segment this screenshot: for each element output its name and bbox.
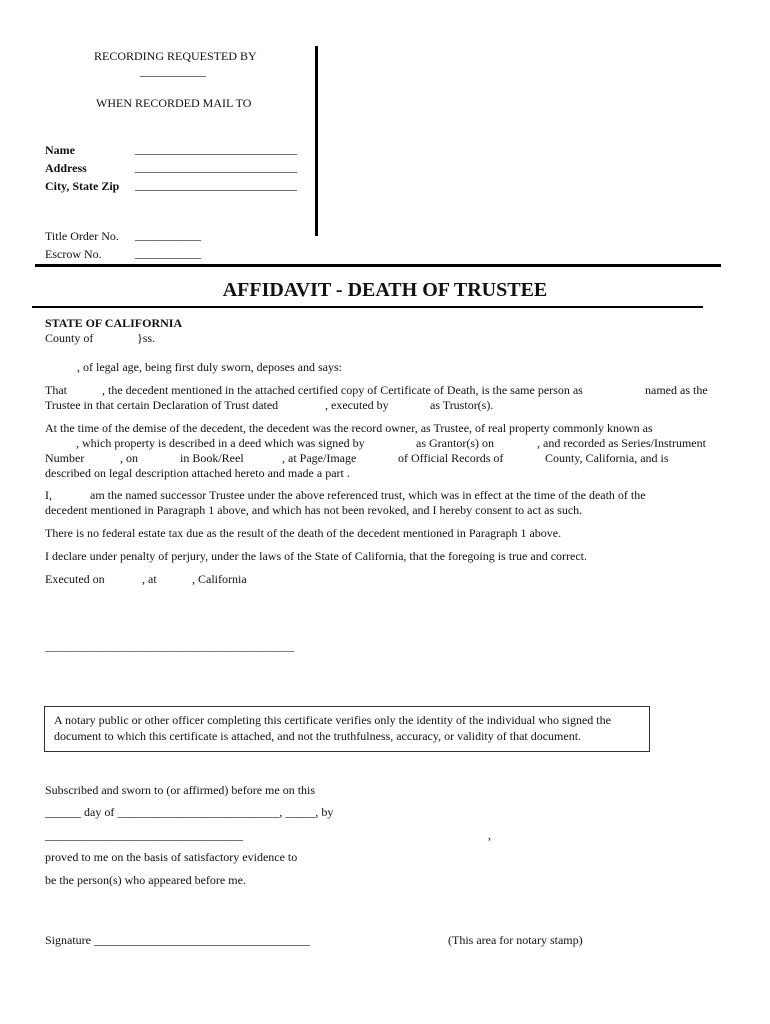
perjury-text: I declare under penalty of perjury, under the laws of the State of California, that the foregoing is true and correct. <box>45 549 588 563</box>
county-label: County of <box>45 331 94 345</box>
notary-disclaimer-line2: document to which this certificate is attached, and not the truthfulness, accuracy, or validity of that document. <box>54 729 582 743</box>
demise-h: of Official Records of <box>398 451 504 465</box>
demise-i: County, California, and is <box>545 451 669 465</box>
city-state-zip-field[interactable]: ___________________________ <box>135 178 297 192</box>
demise-line1: At the time of the demise of the decedent, the decedent was the record owner, as Trustee, of real property commonly known as <box>45 421 653 435</box>
header-rule <box>35 264 721 267</box>
paragraph-demise <box>45 421 715 481</box>
executed-at-label: , at <box>142 572 157 586</box>
document-title: AFFIDAVIT - DEATH OF TRUSTEE <box>222 279 548 301</box>
notary-name-line[interactable]: _________________________________ <box>45 828 243 842</box>
that-f: as Trustor(s). <box>430 398 494 412</box>
demise-b: as Grantor(s) on <box>416 436 494 450</box>
paragraph-that <box>45 383 715 413</box>
successor-a: I, <box>45 488 52 502</box>
demise-d: Number <box>45 451 85 465</box>
subscribed-text: Subscribed and sworn to (or affirmed) before me on this <box>45 783 316 797</box>
notary-name-comma: , <box>488 828 491 842</box>
title-rule <box>32 306 703 308</box>
day-of-line[interactable]: ______ day of ___________________________, _____, by <box>45 805 334 819</box>
ss-label: }ss. <box>137 331 156 345</box>
city-state-zip-label: City, State Zip <box>45 179 120 193</box>
demise-g: , at Page/Image <box>282 451 357 465</box>
person-appeared-text: be the person(s) who appeared before me. <box>45 873 246 887</box>
recording-requested-label: RECORDING REQUESTED BY <box>94 49 257 63</box>
proved-text: proved to me on the basis of satisfactory evidence to <box>45 850 298 864</box>
address-label: Address <box>45 161 87 175</box>
notary-signature-line[interactable]: Signature ____________________________________ <box>45 933 310 947</box>
title-order-label: Title Order No. <box>45 229 119 243</box>
demise-e: , on <box>120 451 138 465</box>
name-field[interactable]: ___________________________ <box>135 142 297 156</box>
escrow-label: Escrow No. <box>45 247 102 261</box>
recorded-mail-to-label: WHEN RECORDED MAIL TO <box>96 96 252 110</box>
that-b: , the decedent mentioned in the attached certified copy of Certificate of Death, is the same person as <box>102 383 583 397</box>
that-a: That <box>45 383 67 397</box>
demise-f: in Book/Reel <box>180 451 244 465</box>
recording-divider <box>315 46 318 236</box>
notary-disclaimer-line1: A notary public or other officer completing this certificate verifies only the identity of the individual who signed the <box>54 713 611 727</box>
notary-stamp-area-label: (This area for notary stamp) <box>448 933 583 947</box>
executed-on-label: Executed on <box>45 572 105 586</box>
paragraph-successor <box>45 488 715 518</box>
notary-disclaimer-box <box>44 706 650 752</box>
recording-requested-blank[interactable]: ___________ <box>140 64 206 78</box>
successor-line2: decedent mentioned in Paragraph 1 above, and which has not been revoked, and I hereby consent to act as such. <box>45 503 583 517</box>
demise-a: , which property is described in a deed which was signed by <box>76 436 365 450</box>
state-label: STATE OF CALIFORNIA <box>45 316 183 330</box>
successor-b: am the named successor Trustee under the above referenced trust, which was in effect at the time of the death of the <box>90 488 646 502</box>
that-e: , executed by <box>325 398 389 412</box>
name-label: Name <box>45 143 75 157</box>
that-c: named as the <box>645 383 708 397</box>
affiant-signature-line[interactable]: _______________________________________________ <box>45 641 295 653</box>
escrow-field[interactable]: ___________ <box>135 246 201 260</box>
deposes-text: , of legal age, being first duly sworn, deposes and says: <box>77 360 342 374</box>
executed-california-label: , California <box>192 572 247 586</box>
that-d: Trustee in that certain Declaration of Trust dated <box>45 398 279 412</box>
demise-c: , and recorded as Series/Instrument <box>537 436 706 450</box>
title-order-field[interactable]: ___________ <box>135 228 201 242</box>
estate-tax-text: There is no federal estate tax due as the result of the death of the decedent mentioned in Paragraph 1 above. <box>45 526 562 540</box>
demise-line4: described on legal description attached hereto and made a part . <box>45 466 350 480</box>
address-field[interactable]: ___________________________ <box>135 160 297 174</box>
